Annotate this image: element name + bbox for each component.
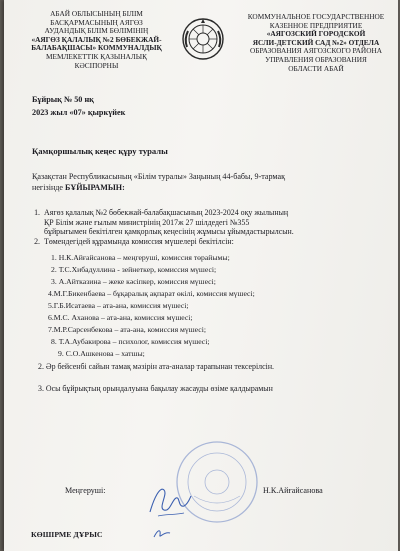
- member-item: 8. Т.А.Аубакирова – психолог, комиссия мүшесі;: [51, 337, 210, 346]
- member-item: 6.М.С. Аханова – ата-ана, комиссия мүшесі;: [48, 313, 193, 322]
- member-item: 5.Г.Б.Исатаева – ата-ана, комиссия мүшесі;: [48, 301, 189, 310]
- list-item-number: 1.: [34, 208, 40, 217]
- header-left-line: АУДАНДЫҚ БІЛІМ БӨЛІМІНІҢ: [44, 26, 149, 36]
- order-verb: БҰЙЫРАМЫН:: [65, 183, 125, 192]
- intro-prefix: негізінде: [32, 183, 66, 192]
- member-item: 9. С.О.Ашкенова – хатшы;: [58, 349, 145, 358]
- signature-name: Н.К.Айғайсанова: [263, 486, 323, 495]
- header-right-line: КОММУНАЛЬНОЕ ГОСУДАРСТВЕННОЕ: [247, 12, 385, 21]
- document-sheet: [4, 0, 398, 551]
- intro-line: [32, 183, 125, 192]
- list-item: [26, 208, 294, 246]
- member-item: 4.М.Г.Бикенбаева – бұқаралық ақпарат өкілі, комиссия мүшесі;: [48, 289, 255, 298]
- signature-role: Меңгеруші:: [65, 486, 106, 495]
- member-item: 1. Н.К.Айғайсанова – меңгеруші, комиссия төрайымы;: [51, 253, 230, 262]
- member-item: 3. А.Айтказина – жеке кәсіпкер, комиссия мүшесі;: [51, 277, 216, 286]
- initials-scrawl-icon: [152, 527, 172, 541]
- member-item: 2. Т.С.Хибадуллина - зейнеткер, комиссия мүшесі;: [51, 265, 217, 274]
- header-right-line: КАЗЕННОЕ ПРЕДПРИЯТИЕ: [269, 20, 363, 30]
- state-emblem-icon: [181, 17, 225, 61]
- signature-icon: [144, 478, 194, 522]
- list-item-text: ҚР Білім және ғылым министрінің 2017ж 27 шілдедегі №355: [44, 217, 250, 227]
- header-left-line: АБАЙ ОБЛЫСЫНЫҢ БІЛІМ: [50, 9, 143, 18]
- list-item: 2. Әр бейсенбі сайын тамақ мәзірін ата-аналар тарапынан тексерілсін.: [38, 362, 275, 371]
- header-right-line: ОБЛАСТИ АБАЙ: [288, 63, 344, 73]
- header-right-line: ЯСЛИ-ДЕТСКИЙ САД №2» ОТДЕЛА: [252, 37, 380, 47]
- list-item-number: 2.: [34, 236, 40, 246]
- header-kazakh: [24, 10, 169, 70]
- header-left-line: МЕМЛЕКЕТТІК ҚАЗЫНАЛЫҚ: [46, 51, 147, 61]
- header-left-line: КӘСІПОРНЫ: [74, 60, 119, 70]
- header-left-line: БАЛАБАҚШАСЫ» КОММУНАЛДЫҚ: [31, 43, 162, 53]
- list-item-text: бұйрығымен бекітілген қамқорлық кеңесінің жұмысы ұйымдастырылсын.: [44, 227, 294, 237]
- certified-copy-mark: КӨШІРМЕ ДҰРЫС: [31, 530, 103, 539]
- intro-line: Қазақстан Республикасының «Білім туралы» Заңының 44-бабы, 9-тармақ: [32, 172, 286, 181]
- document-subject: Қамқоршылық кеңес құру туралы: [32, 146, 168, 156]
- header-right-line: ОБРАЗОВАНИЯ АЯГОЗСКОГО РАЙОНА: [249, 46, 383, 56]
- order-date: 2023 жыл «07» қыркүйек: [32, 108, 126, 117]
- header-right-line: УПРАВЛЕНИЯ ОБРАЗОВАНИЯ: [265, 54, 367, 64]
- header-left-line: БАСҚАРМАСЫНЫҢ АЯГӨЗ: [50, 17, 143, 27]
- list-item-text: Төмендегідей құрамында комиссия мүшелері бекітілсін:: [44, 236, 234, 246]
- order-number: Бұйрық № 50 нқ: [32, 95, 94, 104]
- member-item: 7.М.Р.Сарсенбекова – ата-ана, комиссия мүшесі;: [48, 325, 206, 334]
- list-item-text: Аягөз қалалық №2 бөбекжай-балабақшасының 2023-2024 оқу жылының: [44, 208, 289, 217]
- list-item: 3. Осы бұйрықтың орындалуына бақылау жасауды өзіме қалдырамын: [38, 384, 273, 393]
- header-russian: [236, 13, 396, 73]
- header-right-line: «АЯГОЗСКИЙ ГОРОДСКОЙ: [266, 29, 366, 39]
- header-left-line: «АЯГӨЗ ҚАЛАЛЫҚ №2 БӨБЕКЖАЙ-: [31, 34, 162, 44]
